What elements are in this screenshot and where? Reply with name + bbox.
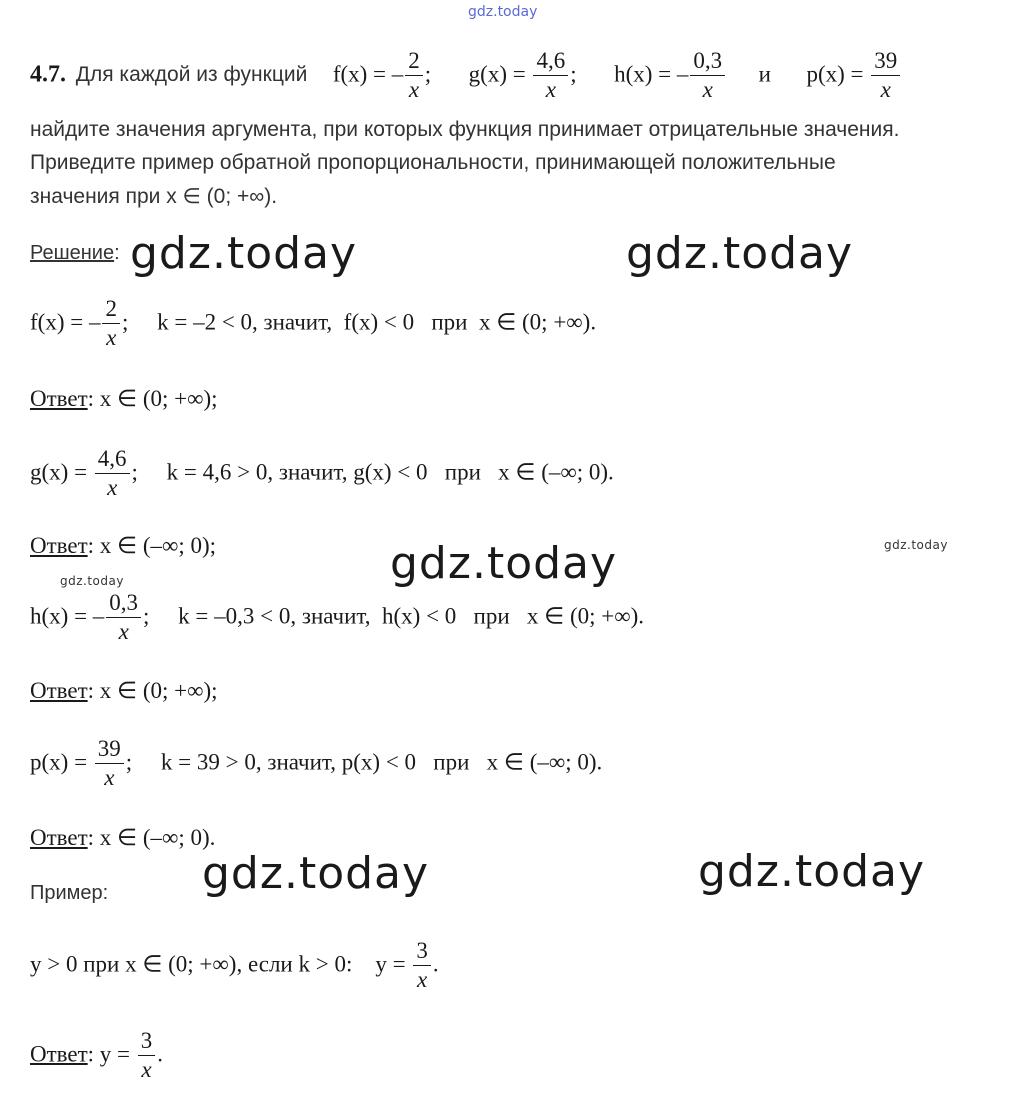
answer-p	[30, 825, 215, 851]
problem-line-3: Приведите пример обратной пропорциональности, принимающей положительные	[30, 151, 836, 174]
f-reasoning: ; k = –2 < 0, значит, f(x) < 0 при x ∈ (0; +∞).	[121, 309, 597, 335]
h-reasoning: ; k = –0,3 < 0, значит, h(x) < 0 при x ∈ (0; +∞).	[143, 603, 645, 629]
h-lhs: h(x) = –	[30, 603, 105, 629]
p-lhs: p(x) =	[30, 749, 88, 775]
p-fraction: $\frac{39}{x}$	[95, 736, 124, 792]
watermark-big-3: gdz.today	[390, 538, 618, 589]
answer-label: Ответ	[30, 825, 88, 850]
answer-f	[30, 386, 218, 412]
p-reasoning: ; k = 39 > 0, значит, p(x) < 0 при x ∈ (–∞; 0).	[125, 749, 603, 775]
h-fraction: $\frac{0,3}{x}$	[106, 590, 141, 646]
answer-label: Ответ	[30, 386, 88, 411]
answer-label: Ответ	[30, 533, 88, 558]
solution-colon: :	[114, 242, 120, 264]
solution-p-line	[30, 736, 602, 792]
watermark-big-4: gdz.today	[202, 848, 430, 899]
g-lhs: g(x) =	[30, 459, 88, 485]
watermark-big-5: gdz.today	[698, 846, 926, 897]
example-fraction: $\frac{3}{x}$	[413, 938, 431, 994]
f-lhs: f(x) = –	[30, 309, 101, 335]
problem-number: 4.7.	[30, 61, 66, 88]
answer-h	[30, 678, 218, 704]
problem-line-1	[30, 48, 902, 104]
solution-heading	[30, 242, 120, 265]
answer-f-value: : x ∈ (0; +∞);	[87, 386, 218, 411]
h-fraction: $\frac{0,3}{x}$	[690, 48, 725, 104]
g-fraction: $\frac{4,6}{x}$	[95, 446, 130, 502]
p-fraction: $\frac{39}{x}$	[871, 48, 900, 104]
example-period: .	[432, 951, 439, 977]
f-lhs: f(x) = –	[332, 61, 404, 87]
problem-intro: Для каждой из функций	[75, 63, 308, 87]
g-fraction: $\frac{4,6}{x}$	[533, 48, 568, 104]
solution-label: Решение	[30, 242, 115, 264]
separator: ;	[424, 61, 432, 87]
final-period: .	[157, 1041, 164, 1067]
final-answer-prefix: : y =	[87, 1041, 131, 1067]
solution-h-line	[30, 590, 644, 646]
final-answer	[30, 1028, 163, 1084]
and-word: и	[758, 61, 771, 87]
final-fraction: $\frac{3}{x}$	[138, 1028, 156, 1084]
h-lhs: h(x) = –	[614, 61, 689, 87]
p-lhs: p(x) =	[806, 61, 864, 87]
solution-f-line	[30, 296, 596, 352]
answer-g-value: : x ∈ (–∞; 0);	[87, 533, 217, 558]
watermark-small-1: gdz.today	[884, 538, 948, 552]
example-line	[30, 938, 439, 994]
answer-label: Ответ	[30, 1041, 88, 1067]
watermark-small-2: gdz.today	[60, 574, 124, 588]
answer-g	[30, 533, 216, 559]
answer-p-value: : x ∈ (–∞; 0).	[87, 825, 216, 850]
problem-line-4: значения при x ∈ (0; +∞).	[30, 185, 278, 208]
example-label: Пример:	[30, 882, 109, 904]
answer-label: Ответ	[30, 678, 88, 703]
watermark-big-2: gdz.today	[626, 228, 854, 279]
solution-g-line	[30, 446, 614, 502]
g-lhs: g(x) =	[468, 61, 526, 87]
watermark-top: gdz.today	[468, 4, 538, 20]
separator: ;	[570, 61, 577, 87]
example-text: y > 0 при x ∈ (0; +∞), если k > 0: y =	[30, 951, 406, 977]
f-fraction: $\frac{2}{x}$	[102, 296, 120, 352]
g-reasoning: ; k = 4,6 > 0, значит, g(x) < 0 при x ∈ (–∞; 0).	[131, 459, 614, 485]
problem-line-2: найдите значения аргумента, при которых функция принимает отрицательные значения.	[30, 118, 900, 141]
watermark-big-1: gdz.today	[130, 228, 358, 279]
answer-h-value: : x ∈ (0; +∞);	[87, 678, 218, 703]
f-fraction: $\frac{2}{x}$	[405, 48, 423, 104]
